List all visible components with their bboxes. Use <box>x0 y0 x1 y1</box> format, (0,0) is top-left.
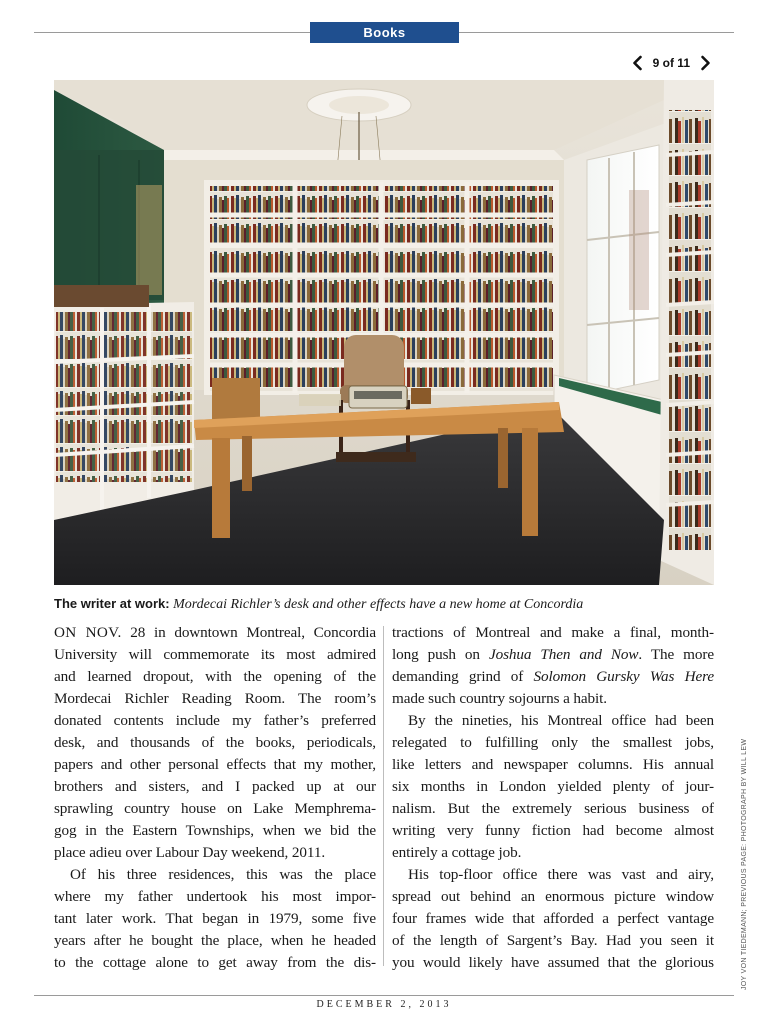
library-room-photo <box>54 80 714 585</box>
article-line: nalism. But the extremely serious business of <box>392 800 714 817</box>
pager <box>629 54 714 72</box>
article-line: sprawling country house on Lake Memphrema- <box>54 800 376 817</box>
article-line: gog in the Eastern Townships, when we bid the <box>54 822 376 839</box>
article-line: of the length of Sargent’s Bay. Had you seen it <box>392 932 714 949</box>
chevron-left-icon[interactable] <box>629 54 647 72</box>
caption-lead: The writer at work: <box>54 596 170 611</box>
article-line: demanding grind of Solomon Gursky Was Here <box>392 668 714 685</box>
article-line: made such country sojourns a habit. <box>392 690 607 707</box>
article-line: long push on Joshua Then and Now. The more <box>392 646 714 663</box>
article-line: Of his three residences, this was the place <box>70 866 376 883</box>
article-line: His top-floor office there was vast and airy, <box>408 866 714 883</box>
article-line: relegated to fulfilling only the smallest jobs, <box>392 734 714 751</box>
article-line: Mordecai Richler Reading Room. The room’s <box>54 690 376 707</box>
article-line: years after he bought the place, when he headed <box>54 932 376 949</box>
photo-credit: JOY VON TIEDEMANN; PREVIOUS PAGE: PHOTOGRAPH BY WILL LEW <box>741 738 748 990</box>
footer-rule <box>34 995 734 996</box>
photo-caption <box>54 595 734 614</box>
article-line: where my father undertook his most impor- <box>54 888 376 905</box>
article-line: you would likely have assumed that the glorious <box>392 954 714 971</box>
article-line: papers and other personal effects that my mother, <box>54 756 376 773</box>
article-line: brothers and sisters, and I packed up at our <box>54 778 376 795</box>
caption-body: Mordecai Richler’s desk and other effects have a new home at Concordia <box>173 597 584 612</box>
article-line: ON NOV. 28 in downtown Montreal, Concordia <box>54 624 376 641</box>
article-line: spread out behind an enormous picture window <box>392 888 714 905</box>
article-line: entirely a cottage job. <box>392 844 522 861</box>
article-column-right <box>392 622 714 974</box>
article-line: six months in London yielded plenty of jour- <box>392 778 714 795</box>
article-line: and learned dropout, with the opening of the <box>54 668 376 685</box>
article-line: to the cottage alone to get away from the dis- <box>54 954 376 971</box>
article-line: By the nineties, his Montreal office had been <box>408 712 714 729</box>
section-label[interactable]: Books <box>310 22 459 43</box>
article-line: tractions of Montreal and make a final, month- <box>392 624 714 641</box>
article-line: University will commemorate its most admired <box>54 646 376 663</box>
column-divider <box>383 626 384 966</box>
article-column-left <box>54 622 376 974</box>
article-line: tant later work. That began in 1979, some five <box>54 910 376 927</box>
article-line: donated contents include my father’s preferred <box>54 712 376 729</box>
issue-date: DECEMBER 2, 2013 <box>316 999 452 1010</box>
article-line: four frames wide that afforded a perfect vantage <box>392 910 714 927</box>
page-counter: 9 of 11 <box>652 56 690 70</box>
article-line: place adieu over Labour Day weekend, 2011. <box>54 844 326 861</box>
article-line: desk, and thousands of the books, periodicals, <box>54 734 376 751</box>
article-line: like letters and newspaper columns. His annual <box>392 756 714 773</box>
chevron-right-icon[interactable] <box>696 54 714 72</box>
article-line: writing very funny fiction had become almost <box>392 822 714 839</box>
